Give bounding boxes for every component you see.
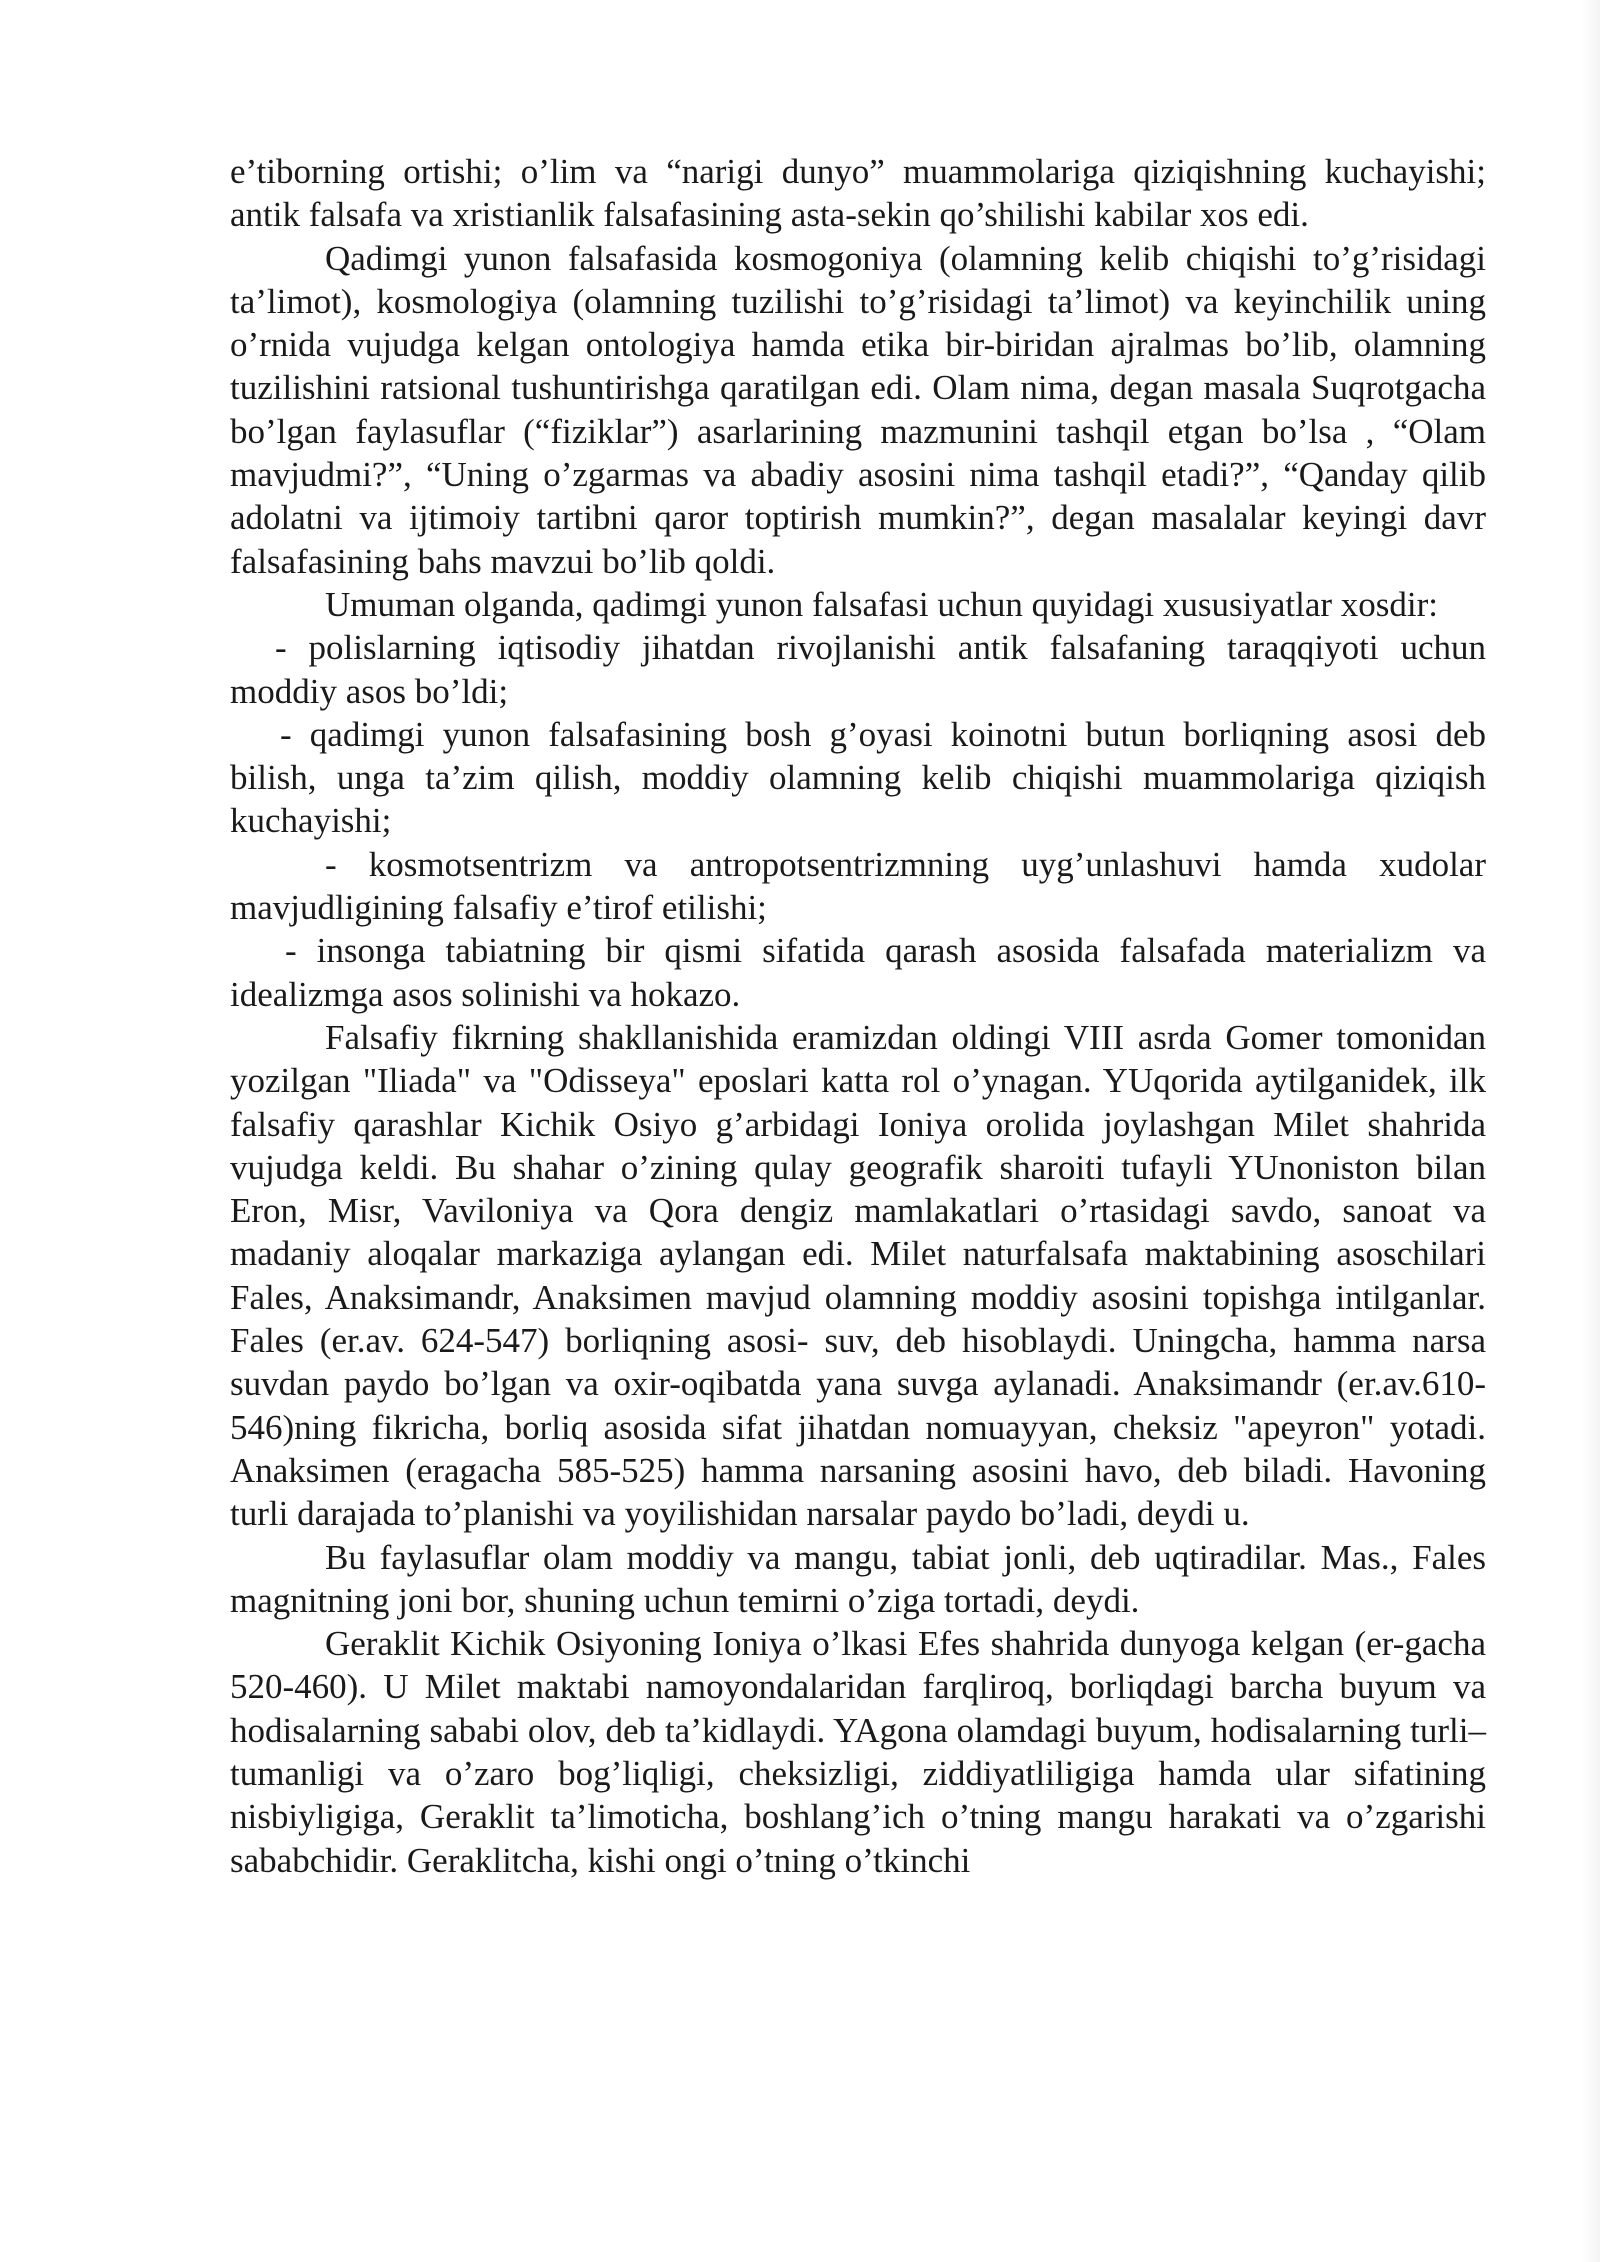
paragraph-philosophers: Bu faylasuflar olam moddiy va mangu, tabiat jonli, deb uqtiradilar. Mas., Fales magnitning joni bor, shuning uchun temirni o’ziga tortadi, deydi.: [230, 1537, 1486, 1620]
list-item-polis: - polislarning iqtisodiy jihatdan rivojlanishi antik falsafaning taraqqiyoti uchun moddiy asos bo’ldi;: [230, 628, 1486, 711]
paragraph-cosmogony: Qadimgi yunon falsafasida kosmogoniya (olamning kelib chiqishi to’g’risidagi ta’limot), kosmologiya (olamning tuzilishi to’g’risidagi ta’limot) va keyinchilik uning o’rnida vujudga kelgan ontologiya hamda etika bir-biridan ajralmas bo’lib, olamning tuzilishini ratsional tushuntirishga qaratilgan edi. Olam nima, degan masala Suqrotgacha bo’lgan faylasuflar (“fiziklar”) asarlarining mazmunini tashqil etgan bo’lsa , “Olam mavjudmi?”, “Uning o’zgarmas va abadiy asosini nima tashqil etadi?”, “Qanday qilib adolatni va ijtimoiy tartibni qaror toptirish mumkin?”, degan masalalar keyingi davr falsafasining bahs mavzui bo’lib qoldi.: [230, 238, 1486, 581]
document-page: [230, 150, 1486, 1882]
paragraph-heraclitus: Geraklit Kichik Osiyoning Ioniya o’lkasi Efes shahrida dunyoga kelgan (er-gacha 520-460). U Milet maktabi namoyondalaridan farqliroq, borliqdagi barcha buyum va hodisalarning sababi olov, deb ta’kidlaydi. YAgona olamdagi buyum, hodisalarning turli–tumanligi va o’zaro bog’liqligi, cheksizligi, ziddiyatliligiga hamda ular sifatining nisbiyligiga, Geraklit ta’limoticha, boshlang’ich o’tning mangu harakati va o’zgarishi sababchidir. Geraklitcha, kishi ongi o’tning o’tkinchi: [230, 1624, 1486, 1880]
paragraph-features-intro: Umuman olganda, qadimgi yunon falsafasi uchun quyidagi xususiyatlar xosdir:: [325, 584, 1438, 624]
paragraph-milet-school: Falsafiy fikrning shakllanishida eramizdan oldingi VIII asrda Gomer tomonidan yozilgan "Iliada" va "Odisseya" eposlari katta rol o’ynagan. YUqorida aytilganidek, ilk falsafiy qarashlar Kichik Osiyo g’arbidagi Ioniya orolida joylashgan Milet shahrida vujudga keldi. Bu shahar o’zining qulay geografik sharoiti tufayli YUnoniston bilan Eron, Misr, Vaviloniya va Qora dengiz mamlakatlari o’rtasidagi savdo, sanoat va madaniy aloqalar markaziga aylangan edi. Milet naturfalsafa maktabining asoschilari Fales, Anaksimandr, Anaksimen mavjud olamning moddiy asosini topishga intilganlar. Fales (er.av. 624-547) borliqning asosi- suv, deb hisoblaydi. Uningcha, hamma narsa suvdan paydo bo’lgan va oxir-oqibatda yana suvga aylanadi. Anaksimandr (er.av.610-546)ning fikricha, borliq asosida sifat jihatdan nomuayyan, cheksiz "apeyron" yotadi. Anaksimen (eragacha 585-525) hamma narsaning asosini havo, deb biladi. Havoning turli darajada to’planishi va yoyilishidan narsalar paydo bo’ladi, deydi u.: [230, 1017, 1486, 1534]
list-item-materialism: - insonga tabiatning bir qismi sifatida qarash asosida falsafada materializm va idealizmga asos solinishi va hokazo.: [230, 931, 1486, 1014]
list-item-cosmos: - qadimgi yunon falsafasining bosh g’oyasi koinotni butun borliqning asosi deb bilish, unga ta’zim qilish, moddiy olamning kelib chiqishi muammolariga qiziqish kuchayishi;: [230, 714, 1486, 841]
page-edge-shadow: [1582, 0, 1600, 2262]
paragraph-continuation: e’tiborning ortishi; o’lim va “narigi dunyo” muammolariga qiziqishning kuchayishi; antik falsafa va xristianlik falsafasining asta-sekin qo’shilishi kabilar xos edi.: [230, 152, 1486, 235]
list-item-cosmocentrism: - kosmotsentrizm va antropotsentrizmning uyg’unlashuvi hamda xudolar mavjudligining falsafiy e’tirof etilishi;: [230, 844, 1486, 928]
